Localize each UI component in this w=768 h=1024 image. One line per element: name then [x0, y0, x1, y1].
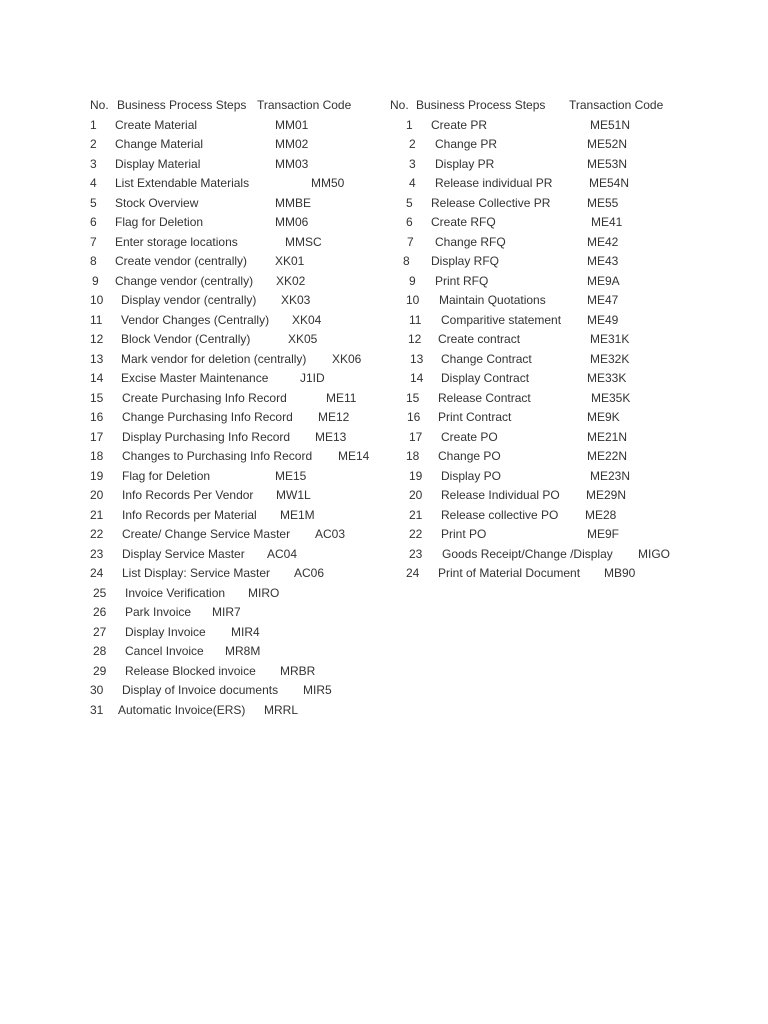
left-row-number: 24 — [90, 566, 104, 580]
right-transaction-code: MB90 — [604, 566, 636, 580]
right-table-row — [390, 253, 680, 273]
right-row-number: 7 — [407, 234, 414, 249]
right-process-step: Print RFQ — [435, 273, 489, 288]
right-table-header — [390, 97, 680, 117]
right-table-row — [390, 351, 680, 371]
left-process-step: Automatic Invoice(ERS) — [118, 702, 246, 717]
right-process-step: Change RFQ — [435, 234, 506, 249]
left-transaction-code: MM50 — [311, 176, 345, 190]
right-process-step: Maintain Quotations — [439, 293, 546, 307]
right-transaction-code: ME47 — [587, 293, 619, 307]
left-table-row — [90, 214, 382, 234]
left-transaction-code: ME15 — [275, 468, 307, 483]
left-table-row — [90, 448, 382, 468]
right-process-step: Release Contract — [438, 390, 531, 405]
left-process-step: Change Material — [115, 137, 204, 151]
left-transaction-code: AC04 — [267, 546, 298, 561]
right-row-number: 2 — [409, 137, 416, 151]
left-transaction-code: ME12 — [318, 410, 350, 424]
left-table-row — [90, 585, 382, 605]
right-process-step: Release Individual PO — [441, 488, 560, 502]
right-row-number: 10 — [406, 293, 420, 307]
right-process-step: Create PO — [441, 429, 498, 444]
left-row-number: 28 — [93, 644, 107, 658]
right-table-row — [390, 448, 680, 468]
right-process-step: Display RFQ — [431, 254, 500, 268]
left-transaction-code: MMSC — [285, 234, 322, 249]
right-process-step: Display PR — [435, 156, 495, 171]
left-transaction-code: ME11 — [326, 390, 357, 405]
left-row-number: 16 — [90, 410, 104, 424]
right-row-number: 19 — [409, 468, 423, 483]
left-row-number: 18 — [90, 449, 104, 463]
left-row-number: 29 — [93, 663, 107, 678]
left-transaction-code: XK02 — [276, 273, 306, 288]
right-transaction-code: ME51N — [590, 117, 631, 132]
left-process-step: Invoice Verification — [125, 585, 226, 600]
right-row-number: 12 — [408, 332, 422, 346]
left-transaction-code: XK05 — [288, 332, 318, 346]
right-process-step: Create PR — [431, 117, 488, 132]
right-row-number: 9 — [409, 273, 416, 288]
right-transaction-code: ME21N — [587, 429, 628, 444]
left-row-number: 27 — [93, 624, 107, 639]
left-process-step: Block Vendor (Centrally) — [121, 332, 251, 346]
left-table-row — [90, 253, 382, 273]
left-table-row — [90, 507, 382, 527]
right-process-step: Change Contract — [441, 351, 532, 366]
left-transaction-code: MIRO — [248, 585, 280, 600]
left-row-number: 30 — [90, 683, 104, 697]
left-table — [90, 97, 382, 721]
left-process-step: Vendor Changes (Centrally) — [121, 312, 270, 327]
right-row-number: 3 — [409, 156, 416, 171]
left-row-number: 15 — [90, 390, 104, 405]
right-table-row — [390, 292, 680, 312]
right-table-row — [390, 526, 680, 546]
left-row-number: 6 — [90, 215, 97, 229]
left-table-row — [90, 526, 382, 546]
left-process-step: Create Material — [115, 117, 198, 132]
right-transaction-code: ME9F — [587, 527, 620, 541]
left-transaction-code: ME14 — [338, 449, 370, 463]
left-table-row — [90, 195, 382, 215]
left-process-step: Change vendor (centrally) — [115, 273, 254, 288]
right-table-row — [390, 507, 680, 527]
left-transaction-code: MIR4 — [231, 624, 260, 639]
left-process-step: List Display: Service Master — [122, 566, 271, 580]
left-transaction-code: J1ID — [300, 371, 325, 385]
left-table-row — [90, 273, 382, 293]
right-table-row — [390, 214, 680, 234]
left-table-row — [90, 682, 382, 702]
left-transaction-code: AC06 — [294, 566, 325, 580]
right-row-number: 5 — [406, 195, 413, 210]
left-table-header — [90, 97, 382, 117]
right-process-step: Print of Material Document — [438, 566, 581, 580]
left-transaction-code: MM06 — [275, 215, 309, 229]
left-table-row — [90, 234, 382, 254]
left-transaction-code: MR8M — [225, 644, 261, 658]
left-process-step: Create/ Change Service Master — [122, 527, 291, 541]
left-process-step: Info Records Per Vendor — [122, 488, 254, 502]
right-transaction-code: ME9K — [587, 410, 620, 424]
right-transaction-code: ME53N — [587, 156, 628, 171]
left-table-row — [90, 390, 382, 410]
right-process-step: Change PO — [438, 449, 501, 463]
left-transaction-code: MM01 — [275, 117, 309, 132]
left-row-number: 3 — [90, 156, 97, 171]
right-transaction-code: ME42 — [587, 234, 619, 249]
right-row-number: 1 — [406, 117, 413, 132]
right-transaction-code: ME31K — [590, 332, 630, 346]
right-process-step: Create RFQ — [431, 215, 496, 229]
right-table-row — [390, 429, 680, 449]
right-row-number: 6 — [406, 215, 413, 229]
left-row-number: 31 — [90, 702, 104, 717]
left-process-step: Stock Overview — [115, 195, 199, 210]
left-table-row — [90, 351, 382, 371]
right-table-row — [390, 136, 680, 156]
right-row-number: 16 — [407, 410, 421, 424]
left-process-step: Park Invoice — [125, 605, 192, 619]
right-table-rows — [390, 117, 680, 585]
left-process-step: Excise Master Maintenance — [121, 371, 269, 385]
left-row-number: 20 — [90, 488, 104, 502]
left-table-row — [90, 643, 382, 663]
right-table-row — [390, 331, 680, 351]
left-process-step: Display Service Master — [122, 546, 245, 561]
left-row-number: 7 — [90, 234, 97, 249]
left-transaction-code: AC03 — [315, 527, 346, 541]
right-transaction-code: ME35K — [591, 390, 631, 405]
right-row-number: 4 — [409, 176, 416, 190]
left-table-row — [90, 136, 382, 156]
left-row-number: 22 — [90, 527, 104, 541]
right-table-row — [390, 175, 680, 195]
right-transaction-code: ME9A — [587, 273, 620, 288]
left-header-code: Transaction Code — [257, 98, 352, 112]
right-header-code: Transaction Code — [569, 98, 664, 112]
left-row-number: 8 — [90, 254, 97, 268]
left-transaction-code: MRRL — [264, 702, 299, 717]
left-row-number: 1 — [90, 117, 97, 132]
right-row-number: 11 — [409, 312, 422, 327]
right-process-step: Release individual PR — [435, 176, 553, 190]
right-transaction-code: ME41 — [591, 215, 623, 229]
right-row-number: 13 — [410, 351, 424, 366]
left-process-step: Info Records per Material — [122, 507, 257, 522]
left-header-step: Business Process Steps — [117, 98, 247, 112]
left-row-number: 25 — [93, 585, 107, 600]
left-row-number: 14 — [90, 371, 104, 385]
left-transaction-code: ME1M — [280, 507, 315, 522]
left-transaction-code: ME13 — [315, 429, 347, 444]
left-table-row — [90, 624, 382, 644]
right-process-step: Release Collective PR — [431, 195, 551, 210]
left-row-number: 23 — [90, 546, 104, 561]
left-table-rows — [90, 117, 382, 722]
left-table-row — [90, 156, 382, 176]
right-table-row — [390, 546, 680, 566]
left-table-row — [90, 312, 382, 332]
right-process-step: Comparitive statement — [441, 312, 562, 327]
right-transaction-code: ME43 — [587, 254, 619, 268]
right-row-number: 22 — [409, 527, 423, 541]
left-transaction-code: MM02 — [275, 137, 309, 151]
left-table-row — [90, 370, 382, 390]
left-process-step: List Extendable Materials — [115, 176, 250, 190]
left-transaction-code: MM03 — [275, 156, 309, 171]
right-table-row — [390, 370, 680, 390]
left-table-row — [90, 468, 382, 488]
left-table-row — [90, 546, 382, 566]
left-transaction-code: MIR7 — [212, 605, 241, 619]
right-transaction-code: ME28 — [585, 507, 617, 522]
left-process-step: Display Material — [115, 156, 201, 171]
right-table-row — [390, 117, 680, 137]
right-transaction-code: ME55 — [587, 195, 619, 210]
right-row-number: 23 — [409, 546, 423, 561]
left-process-step: Create vendor (centrally) — [115, 254, 248, 268]
right-table-row — [390, 468, 680, 488]
left-transaction-code: XK01 — [275, 254, 305, 268]
left-row-number: 12 — [90, 332, 104, 346]
right-transaction-code: ME54N — [589, 176, 630, 190]
left-process-step: Display of Invoice documents — [122, 683, 279, 697]
left-transaction-code: XK06 — [332, 351, 362, 366]
right-transaction-code: ME33K — [587, 371, 627, 385]
left-transaction-code: MMBE — [275, 195, 311, 210]
left-row-number: 21 — [90, 507, 104, 522]
right-table-row — [390, 390, 680, 410]
right-row-number: 14 — [410, 371, 424, 385]
left-process-step: Changes to Purchasing Info Record — [122, 449, 313, 463]
left-process-step: Mark vendor for deletion (centrally) — [121, 351, 307, 366]
left-process-step: Create Purchasing Info Record — [122, 390, 287, 405]
left-row-number: 17 — [90, 429, 104, 444]
left-row-number: 10 — [90, 293, 104, 307]
right-table-row — [390, 312, 680, 332]
right-table-row — [390, 195, 680, 215]
right-transaction-code: MIGO — [638, 546, 670, 561]
left-process-step: Display vendor (centrally) — [121, 293, 257, 307]
right-header-no: No. — [390, 98, 409, 112]
left-table-row — [90, 429, 382, 449]
left-row-number: 5 — [90, 195, 97, 210]
left-table-row — [90, 292, 382, 312]
left-table-row — [90, 117, 382, 137]
left-process-step: Flag for Deletion — [115, 215, 204, 229]
left-transaction-code: MRBR — [280, 663, 316, 678]
left-table-row — [90, 487, 382, 507]
right-process-step: Display Contract — [441, 371, 530, 385]
left-transaction-code: MW1L — [276, 488, 311, 502]
left-table-row — [90, 331, 382, 351]
right-table-row — [390, 565, 680, 585]
left-process-step: Flag for Deletion — [122, 468, 211, 483]
left-row-number: 19 — [90, 468, 104, 483]
right-table-row — [390, 409, 680, 429]
right-table-row — [390, 234, 680, 254]
right-process-step: Create contract — [438, 332, 521, 346]
right-process-step: Print PO — [441, 527, 487, 541]
left-process-step: Change Purchasing Info Record — [122, 410, 293, 424]
right-transaction-code: ME32K — [590, 351, 630, 366]
right-table-row — [390, 156, 680, 176]
right-transaction-code: ME52N — [587, 137, 628, 151]
left-table-row — [90, 663, 382, 683]
right-table-row — [390, 273, 680, 293]
right-process-step: Change PR — [435, 137, 498, 151]
right-process-step: Goods Receipt/Change /Display — [442, 546, 613, 561]
right-row-number: 17 — [409, 429, 423, 444]
right-row-number: 8 — [403, 254, 410, 268]
left-row-number: 26 — [93, 605, 107, 619]
left-process-step: Release Blocked invoice — [125, 663, 256, 678]
right-process-step: Release collective PO — [441, 507, 559, 522]
left-row-number: 11 — [90, 312, 103, 327]
left-transaction-code: XK03 — [281, 293, 311, 307]
left-process-step: Enter storage locations — [115, 234, 238, 249]
right-process-step: Display PO — [441, 468, 502, 483]
right-transaction-code: ME22N — [587, 449, 628, 463]
right-row-number: 21 — [409, 507, 423, 522]
right-table — [390, 97, 680, 585]
left-table-row — [90, 175, 382, 195]
right-transaction-code: ME23N — [590, 468, 631, 483]
right-transaction-code: ME49 — [587, 312, 619, 327]
left-row-number: 9 — [92, 273, 99, 288]
left-row-number: 4 — [90, 176, 97, 190]
left-process-step: Display Invoice — [125, 624, 206, 639]
right-transaction-code: ME29N — [586, 488, 627, 502]
right-row-number: 18 — [406, 449, 420, 463]
left-table-row — [90, 409, 382, 429]
left-row-number: 13 — [90, 351, 104, 366]
left-row-number: 2 — [90, 137, 97, 151]
left-header-no: No. — [90, 98, 109, 112]
left-process-step: Cancel Invoice — [125, 644, 204, 658]
right-table-row — [390, 487, 680, 507]
left-transaction-code: XK04 — [292, 312, 322, 327]
left-transaction-code: MIR5 — [303, 683, 332, 697]
right-header-step: Business Process Steps — [416, 98, 546, 112]
right-process-step: Print Contract — [438, 410, 512, 424]
right-row-number: 20 — [409, 488, 423, 502]
left-table-row — [90, 565, 382, 585]
right-row-number: 15 — [406, 390, 420, 405]
left-table-row — [90, 604, 382, 624]
left-table-row — [90, 702, 382, 722]
right-row-number: 24 — [406, 566, 420, 580]
left-process-step: Display Purchasing Info Record — [122, 429, 291, 444]
